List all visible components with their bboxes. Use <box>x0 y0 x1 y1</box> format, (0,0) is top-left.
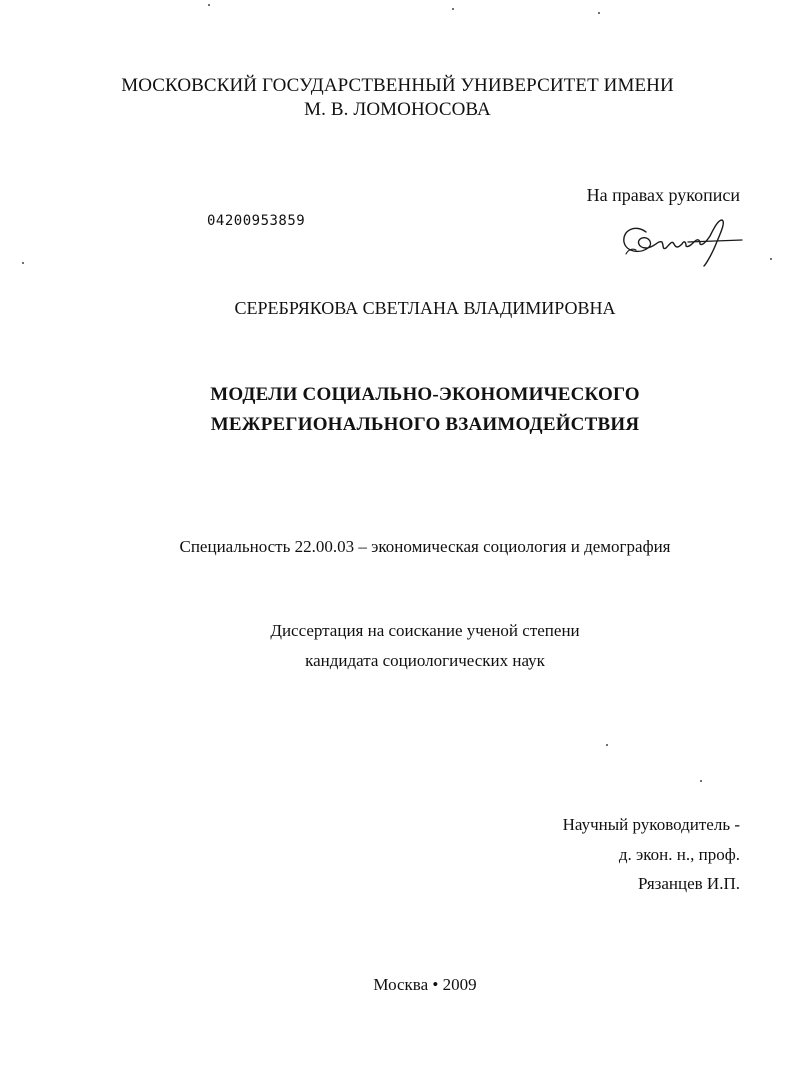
scan-speck <box>208 4 210 6</box>
city-year: Москва • 2009 <box>373 975 477 994</box>
university-name-line2: М. В. ЛОМОНОСОВА <box>304 99 491 120</box>
author-name: СЕРЕБРЯКОВА СВЕТЛАНА ВЛАДИМИРОВНА <box>234 298 616 318</box>
handwritten-signature <box>618 210 748 268</box>
rights-notice: На правах рукописи <box>586 185 740 205</box>
scan-speck <box>770 258 772 260</box>
specialty-line: Специальность 22.00.03 – экономическая социология и демография <box>179 537 671 556</box>
supervisor-name: Рязанцев И.П. <box>638 874 740 893</box>
scan-speck <box>700 780 702 782</box>
scan-speck <box>598 12 600 14</box>
supervisor-label: Научный руководитель - <box>562 815 740 834</box>
dissertation-title-line2: МЕЖРЕГИОНАЛЬНОГО ВЗАИМОДЕЙСТВИЯ <box>210 414 640 435</box>
scan-speck <box>452 8 454 10</box>
scan-speck <box>22 262 24 264</box>
dissertation-title-line1: МОДЕЛИ СОЦИАЛЬНО-ЭКОНОМИЧЕСКОГО <box>210 384 640 405</box>
degree-line2: кандидата социологических наук <box>305 651 545 670</box>
university-name-line1: МОСКОВСКИЙ ГОСУДАРСТВЕННЫЙ УНИВЕРСИТЕТ ИМЕНИ <box>121 75 674 96</box>
supervisor-degree: д. экон. н., проф. <box>618 845 740 864</box>
degree-line1: Диссертация на соискание ученой степени <box>270 621 580 640</box>
scan-speck <box>606 744 608 746</box>
inventory-number: 04200953859 <box>207 213 306 229</box>
